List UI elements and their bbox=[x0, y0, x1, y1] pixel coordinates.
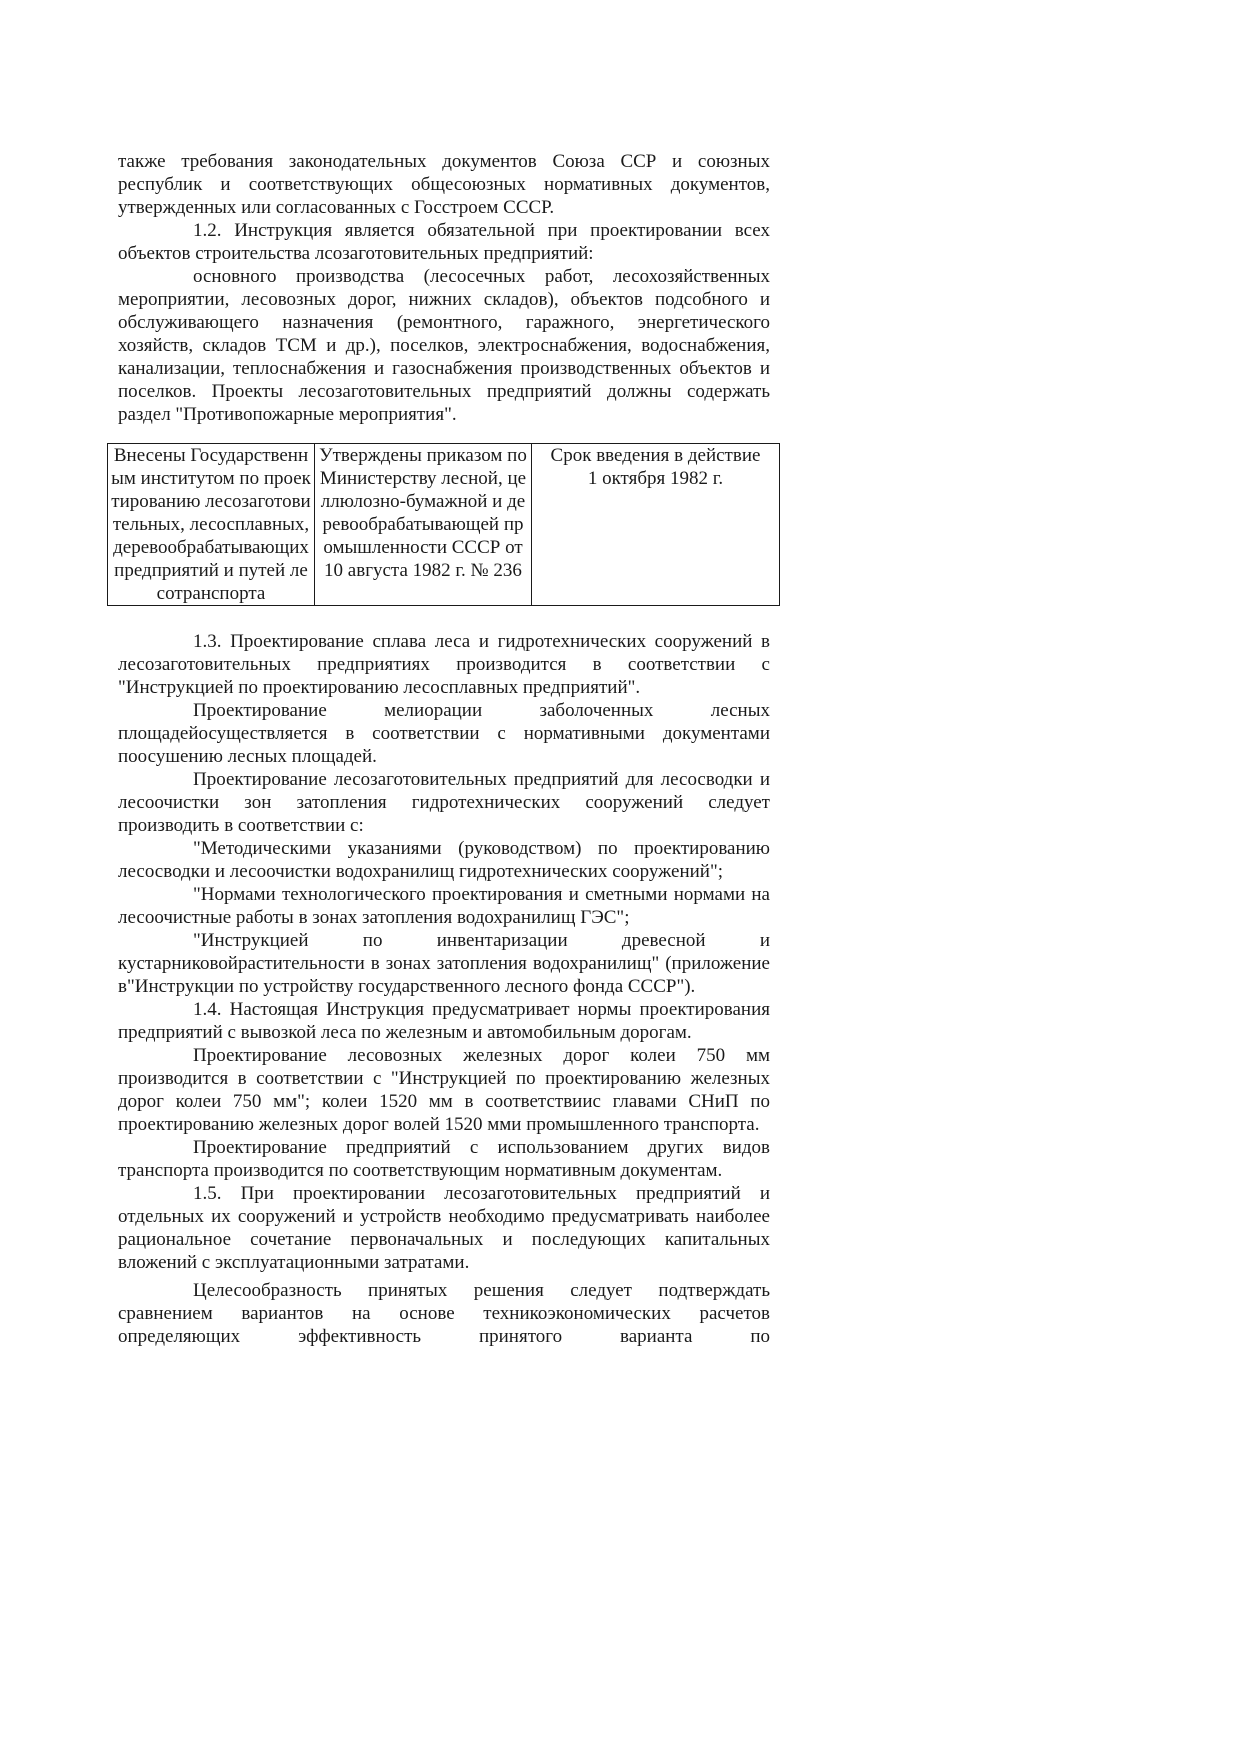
paragraph-intro: также требования законодательных документов Союза ССР и союзных республик и соответствующих общесоюзных нормативных документов, утвержденных или согласованных с Госстроем СССР. bbox=[118, 151, 770, 218]
paragraph-methodical-guidelines: "Методическими указаниями (руководством) по проектированию лесосводки и лесоочистки водохранилищ гидротехнических сооружений"; bbox=[118, 838, 770, 882]
effective-date-label: Срок введения в действие bbox=[550, 445, 761, 466]
approved-by-cell: Утверждены приказом по Министерству лесной, целлюлозно-бумажной и деревообрабатывающей промышленности СССР от 10 августа 1982 г. № 236 bbox=[315, 444, 532, 606]
effective-date-value: 1 октября 1982 г. bbox=[587, 468, 724, 489]
submitted-by-cell: Внесены Государственным институтом по проектированию лесозаготовительных, лесосплавных, деревообрабатывающих предприятий и путей лесотранспорта bbox=[108, 444, 315, 606]
paragraph-1-5: 1.5. При проектировании лесозаготовительных предприятий и отдельных их сооружений и устройств необходимо предусматривать наиболее рациональное сочетание первоначальных и последующих капитальных вложений с эксплуатационными затратами. bbox=[118, 1183, 770, 1273]
paragraph-norms: "Нормами технологического проектирования и сметными нормами на лесоочистные работы в зонах затопления водохранилищ ГЭС"; bbox=[118, 884, 770, 928]
table-row bbox=[108, 444, 780, 606]
paragraph-melioration: Проектирование мелиорации заболоченных лесных площадейосуществляется в соответствии с нормативными документами поосушению лесных площадей. bbox=[118, 700, 770, 767]
paragraph-objects-list: основного производства (лесосечных работ, лесохозяйственных мероприятии, лесовозных дорог, нижних складов), объектов подсобного и обслуживающего назначения (ремонтного, гаражного, энергетического хозяйств, складов ТСМ и др.), поселков, электроснабжения, водоснабжения, канализации, теплоснабжения и газоснабжения производственных объектов и поселков. Проекты лесозаготовительных предприятий должны содержать раздел "Противопожарные мероприятия". bbox=[118, 266, 770, 425]
approval-info-table bbox=[107, 443, 780, 606]
document-page bbox=[111, 150, 770, 1348]
paragraph-inventory-instruction: "Инструкцией по инвентаризации древесной и кустарниковойрастительности в зонах затопления водохранилищ" (приложение в"Инструкции по устройству государственного лесного фонда СССР"). bbox=[118, 930, 770, 997]
effective-date-cell bbox=[532, 444, 780, 606]
paragraph-other-transport: Проектирование предприятий с использованием других видов транспорта производится по соответствующим нормативным документам. bbox=[118, 1137, 770, 1181]
paragraph-1-4: 1.4. Настоящая Инструкция предусматривает нормы проектирования предприятий с вывозкой леса по железным и автомобильным дорогам. bbox=[118, 999, 770, 1043]
paragraph-railways: Проектирование лесовозных железных дорог колеи 750 мм производится в соответствии с "Инструкцией по проектированию железных дорог колеи 750 мм"; колеи 1520 мм в соответствиис главами СНиП по проектированию железных дорог волей 1520 мми промышленного транспорта. bbox=[118, 1045, 770, 1135]
paragraph-1-3: 1.3. Проектирование сплава леса и гидротехнических сооружений в лесозаготовительных предприятиях производится в соответствии с "Инструкцией по проектированию лесосплавных предприятий". bbox=[118, 631, 770, 698]
paragraph-1-2: 1.2. Инструкция является обязательной при проектировании всех объектов строительства лсозаготовительных предприятий: bbox=[118, 220, 770, 264]
paragraph-feasibility: Целесообразность принятых решения следует подтверждать сравнением вариантов на основе техникоэкономических расчетов определяющих эффективность принятого варианта по bbox=[118, 1280, 770, 1347]
paragraph-flood-zone: Проектирование лесозаготовительных предприятий для лесосводки и лесоочистки зон затопления гидротехнических сооружений следует производить в соответствии с: bbox=[118, 769, 770, 836]
